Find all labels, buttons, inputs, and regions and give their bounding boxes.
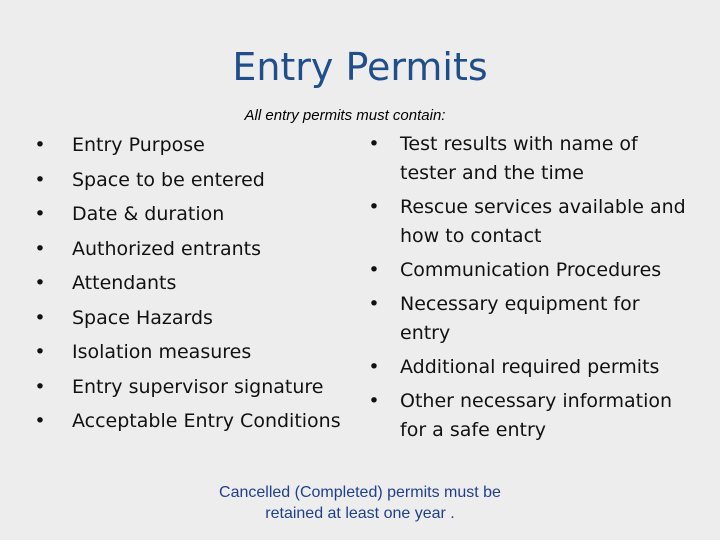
- list-item: [30, 303, 360, 338]
- list-item-text: Rescue services available and how to contact: [400, 196, 686, 247]
- list-item-text: Communication Procedures: [400, 259, 662, 281]
- list-item-text: Authorized entrants: [72, 237, 262, 260]
- slide-title: Entry Permits: [232, 45, 488, 89]
- bullet-icon: •: [368, 259, 380, 281]
- list-item-text: Attendants: [72, 272, 177, 294]
- list-item: [30, 199, 360, 234]
- bullet-icon: •: [34, 375, 46, 398]
- list-item: [30, 234, 360, 269]
- list-item: [360, 256, 690, 285]
- list-item: [360, 130, 690, 188]
- list-item-text: Entry Purpose: [72, 134, 205, 156]
- list-item-text: Space Hazards: [72, 306, 213, 329]
- list-item: [30, 165, 360, 200]
- list-item: [30, 337, 360, 372]
- list-item-text: Isolation measures: [72, 341, 252, 363]
- bullet-icon: •: [368, 356, 380, 378]
- list-item: [360, 387, 690, 445]
- bullet-icon: •: [34, 306, 46, 329]
- retention-note-line-1: Cancelled (Completed) permits must be: [219, 484, 501, 501]
- list-item: [30, 130, 360, 165]
- bullet-icon: •: [368, 196, 380, 218]
- left-bullet-list: [30, 130, 360, 441]
- list-item: [360, 290, 690, 348]
- bullet-icon: •: [34, 272, 46, 294]
- right-bullet-list: [360, 130, 690, 450]
- bullet-icon: •: [34, 237, 46, 260]
- list-item-text: Other necessary information for a safe entry: [400, 390, 673, 441]
- slide-subtitle: All entry permits must contain:: [244, 107, 446, 124]
- list-item: [30, 372, 360, 407]
- list-item-text: Additional required permits: [400, 356, 660, 378]
- list-item-text: Entry supervisor signature: [72, 375, 324, 398]
- list-item: [30, 406, 360, 441]
- list-item-text: Date & duration: [72, 203, 225, 225]
- bullet-icon: •: [368, 293, 380, 315]
- list-item: [30, 268, 360, 303]
- list-item: [360, 353, 690, 382]
- retention-note: [180, 482, 540, 524]
- bullet-icon: •: [368, 133, 380, 155]
- list-item-text: Acceptable Entry Conditions: [72, 410, 341, 432]
- bullet-icon: •: [34, 134, 46, 156]
- retention-note-line-2: retained at least one year .: [265, 505, 455, 522]
- list-item-text: Necessary equipment for entry: [400, 293, 640, 344]
- bullet-icon: •: [34, 168, 46, 191]
- list-item-text: Test results with name of tester and the time: [400, 133, 638, 184]
- bullet-icon: •: [34, 203, 46, 225]
- bullet-icon: •: [34, 410, 46, 432]
- list-item: [360, 193, 690, 251]
- bullet-icon: •: [368, 390, 380, 412]
- bullet-icon: •: [34, 341, 46, 363]
- list-item-text: Space to be entered: [72, 168, 265, 191]
